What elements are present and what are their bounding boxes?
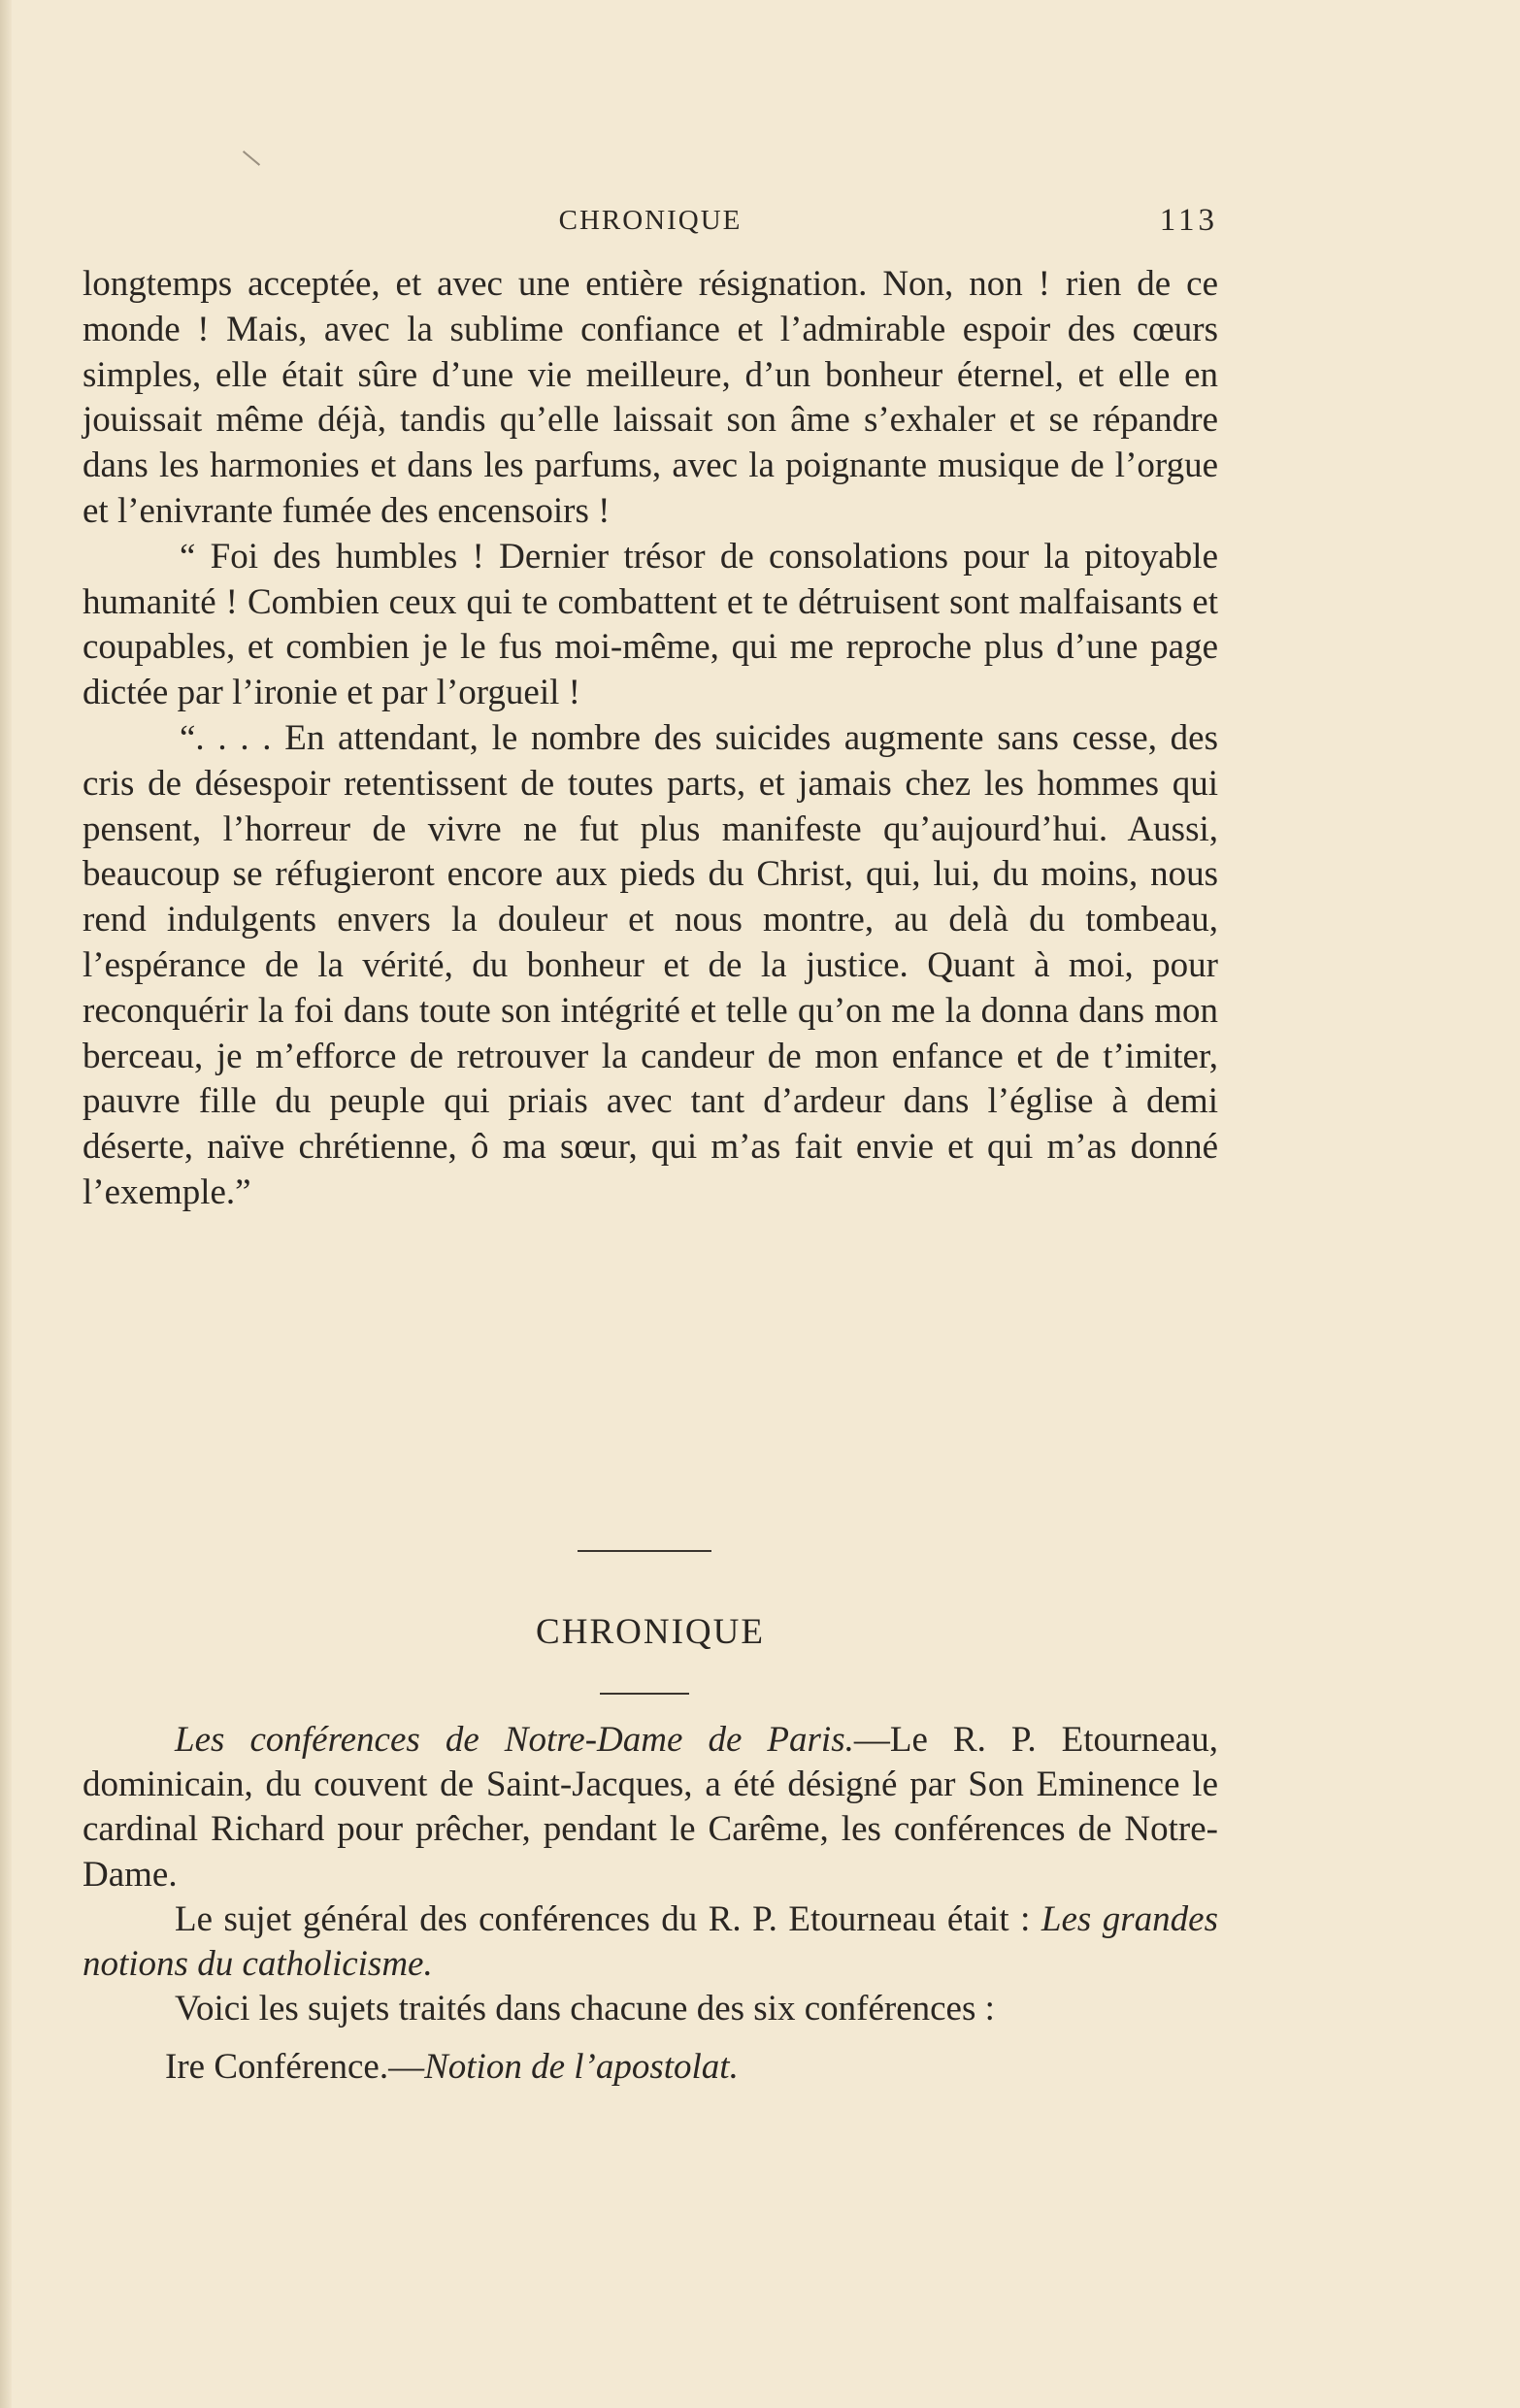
paragraph-continuation: longtemps acceptée, et avec une entière résignation. Non, non ! rien de ce monde ! Mais, avec la sublime confiance et l’admirable espoir des cœurs simples, elle était sûre d’une vie meilleure, d’un bonheur éternel, et elle en jouissait même déjà, tandis qu’elle laissait son âme s’exhaler et se répandre dans les harmonies et dans les parfums, avec la poignante musique de l’orgue et l’enivrante fumée des encensoirs ! (83, 264, 1218, 531)
page-edge (0, 0, 12, 2408)
chronicle-subject-paragraph (83, 1897, 1218, 1987)
page-header (83, 199, 1218, 247)
body-text (83, 262, 1218, 1216)
conference-label: Ire Conférence.— (165, 2047, 425, 2088)
chronicle-topics-intro: Voici les sujets traités dans chacune des six conférences : (175, 1989, 995, 2029)
chronicle-subject-intro: Le sujet général des conférences du R. P. Etourneau était : (175, 1898, 1041, 1939)
chronicle-lead-heading: Les conférences de Notre-Dame de Paris. (175, 1720, 854, 1760)
paragraph-foi-des-humbles: “ Foi des humbles ! Dernier trésor de consolations pour la pitoyable humanité ! Combien ceux qui te combattent et te détruisent sont malfaisants et coupables, et combien je le fus moi-même, qui me reproche plus d’une page dictée par l’ironie et par l’orgueil ! (83, 536, 1218, 713)
chronicle-subject-title: Les grandes notions du catholicisme. (83, 1898, 1218, 1985)
section-title: CHRONIQUE (536, 1612, 765, 1652)
page-mark (243, 150, 260, 166)
section-divider-bottom (600, 1693, 689, 1695)
chronicle-section (83, 1718, 1218, 2091)
running-head: CHRONIQUE (558, 205, 743, 236)
paragraph-en-attendant: “. . . . En attendant, le nombre des suicides augmente sans cesse, des cris de désespoir retentissent de toutes parts, et jamais chez les hommes qui pensent, l’horreur de vivre ne fut plus manifeste qu’aujourd’hui. Aussi, beaucoup se réfugieront encore aux pieds du Christ, qui, lui, du moins, nous rend indulgents envers la douleur et nous montre, au delà du tombeau, l’espérance de la vérité, du bonheur et de la justice. Quant à moi, pour reconquérir la foi dans toute son intégrité et telle qu’on me la donna dans mon berceau, je m’efforce de retrouver la candeur de mon enfance et de t’imiter, pauvre fille du peuple qui priais avec tant d’ardeur dans l’église à demi déserte, naïve chrétienne, ô ma sœur, qui m’as fait envie et qui m’as donné l’exemple.” (83, 717, 1218, 1212)
conference-item (83, 2045, 1218, 2090)
chronicle-lead-paragraph (83, 1718, 1218, 1897)
chronicle-lead-text: —Le R. P. Etourneau, dominicain, du couvent de Saint-Jacques, a été désigné par Son Eminence le cardinal Richard pour prêcher, pendant le Carême, les conférences de Notre-Dame. (83, 1720, 1218, 1895)
conference-topic: Notion de l’apostolat. (424, 2047, 739, 2088)
section-divider-top (578, 1550, 711, 1552)
page-number: 113 (1159, 203, 1218, 238)
